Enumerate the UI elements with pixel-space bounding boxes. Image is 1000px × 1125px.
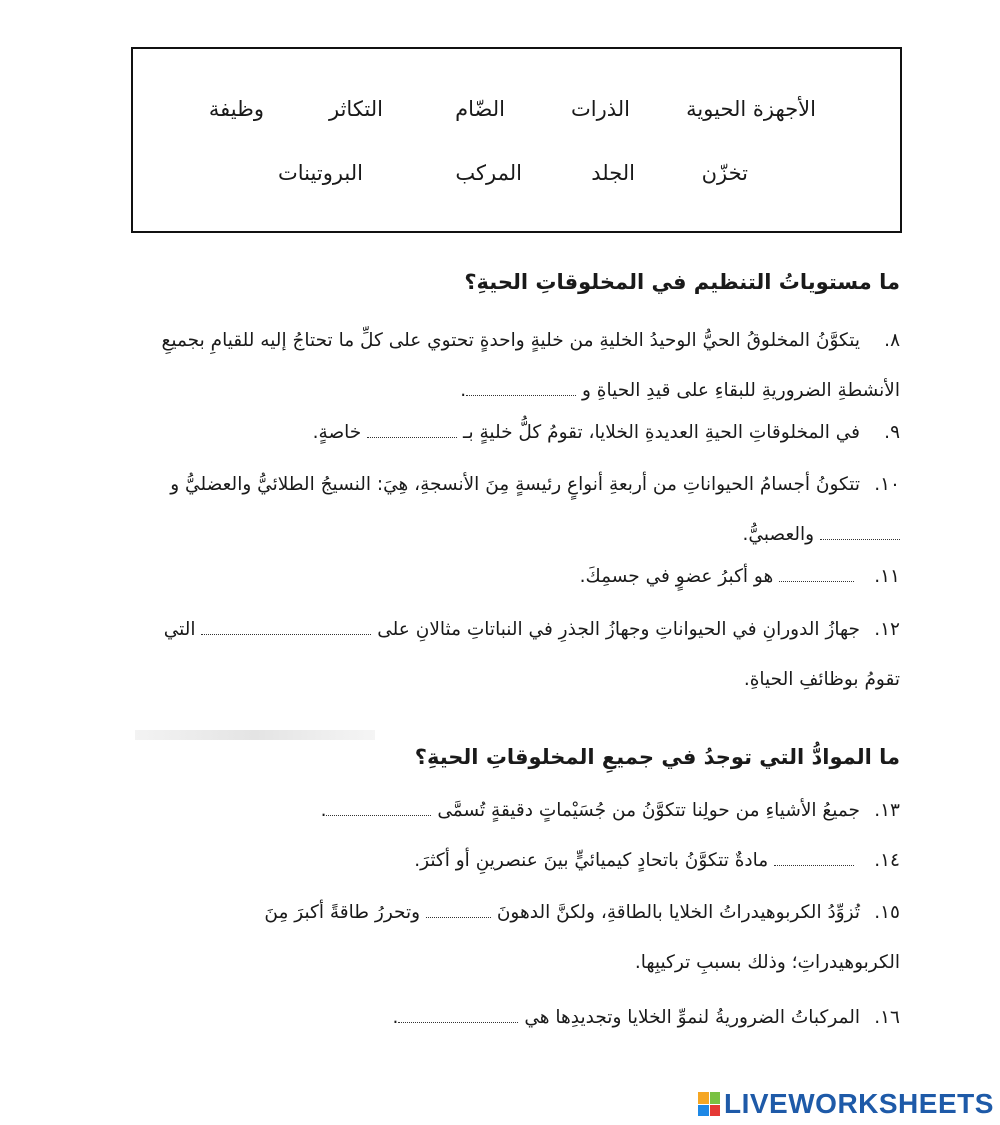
answer-blank[interactable]: [779, 567, 854, 582]
word-bank-item: الذرات: [570, 97, 630, 121]
question-12: ١٢.جهازُ الدورانِ في الحيواناتِ وجهازُ الجذرِ في النباتاتِ مثالانِ على التي تقومُ بوظائفِ الحياةِ.: [160, 605, 900, 705]
answer-blank[interactable]: [398, 1008, 518, 1023]
question-number: ٩.: [884, 422, 900, 443]
question-number: ١٤.: [874, 850, 900, 871]
word-bank-item: المركب: [455, 161, 522, 185]
question-16: ١٦.المركباتُ الضروريةُ لنموِّ الخلايا وتجديدِها هي .: [160, 993, 900, 1043]
word-bank-item: الجلد: [591, 161, 635, 185]
question-9: ٩.في المخلوقاتِ الحيةِ العديدةِ الخلايا، تقومُ كلُّ خليةٍ بـ خاصةٍ.: [160, 408, 900, 458]
logo-icon: [698, 1092, 720, 1116]
question-number: ١٥.: [874, 902, 900, 923]
word-bank-item: وظيفة: [208, 97, 264, 121]
question-13: ١٣.جميعُ الأشياءِ من حولِنا تتكوَّنُ من جُسَيْماتٍ دقيقةٍ تُسمَّى .: [160, 786, 900, 836]
question-number: ١٣.: [874, 800, 900, 821]
section-heading: ما مستوياتُ التنظيم في المخلوقاتِ الحيةِ؟: [464, 270, 900, 294]
word-bank-item: الأجهزة الحيوية: [686, 97, 816, 121]
question-number: ١١.: [874, 566, 900, 587]
question-number: ١٢.: [874, 619, 900, 640]
section-heading: ما الموادُّ التي توجدُ في جميعِ المخلوقاتِ الحيةِ؟: [414, 745, 900, 769]
question-number: ١٦.: [874, 1007, 900, 1028]
word-bank-item: تخزّن: [701, 161, 748, 185]
answer-blank[interactable]: [326, 801, 431, 816]
word-bank-item: البروتينات: [278, 161, 363, 185]
question-8: ٨.يتكوَّنُ المخلوقُ الحيُّ الوحيدُ الخليةِ من خليةٍ واحدةٍ تحتوي على كلِّ ما تحتاجُ إليه للقيامِ بجميعِ الأنشطةِ الضروريةِ للبقاءِ على قيدِ الحياةِ و .: [160, 316, 900, 416]
liveworksheets-logo[interactable]: [698, 1089, 994, 1119]
question-number: ١٠.: [874, 474, 900, 495]
question-10: ١٠.تتكونُ أجسامُ الحيواناتِ من أربعةِ أنواعٍ رئيسةٍ مِنَ الأنسجةِ، هِيَ: النسيجُ الطلائيُّ والعضليُّ و والعصبيُّ.: [160, 460, 900, 560]
answer-blank[interactable]: [820, 525, 900, 540]
word-bank-item: الضّام: [455, 97, 505, 121]
answer-blank[interactable]: [367, 423, 457, 438]
question-14: ١٤. مادةٌ تتكوَّنُ باتحادٍ كيميائيٍّ بينَ عنصرينِ أو أكثرَ.: [160, 836, 900, 886]
question-15: ١٥.تُزوِّدُ الكربوهيدراتُ الخلايا بالطاقةِ، ولكنَّ الدهونَ وتحررُ طاقةً أكبرَ مِنَ الكربوهيدراتِ؛ وذلك بسببِ تركيبِها.: [160, 888, 900, 988]
answer-blank[interactable]: [201, 620, 371, 635]
word-bank-item: التكاثر: [329, 97, 383, 121]
answer-blank[interactable]: [466, 381, 576, 396]
answer-blank[interactable]: [774, 851, 854, 866]
question-number: ٨.: [884, 330, 900, 351]
word-bank: [131, 47, 902, 233]
question-11: ١١. هو أكبرُ عضوٍ في جسمِكَ.: [160, 552, 900, 602]
logo-text: LIVEWORKSHEETS: [724, 1088, 994, 1119]
faded-artifact: [135, 730, 375, 740]
answer-blank[interactable]: [426, 903, 491, 918]
